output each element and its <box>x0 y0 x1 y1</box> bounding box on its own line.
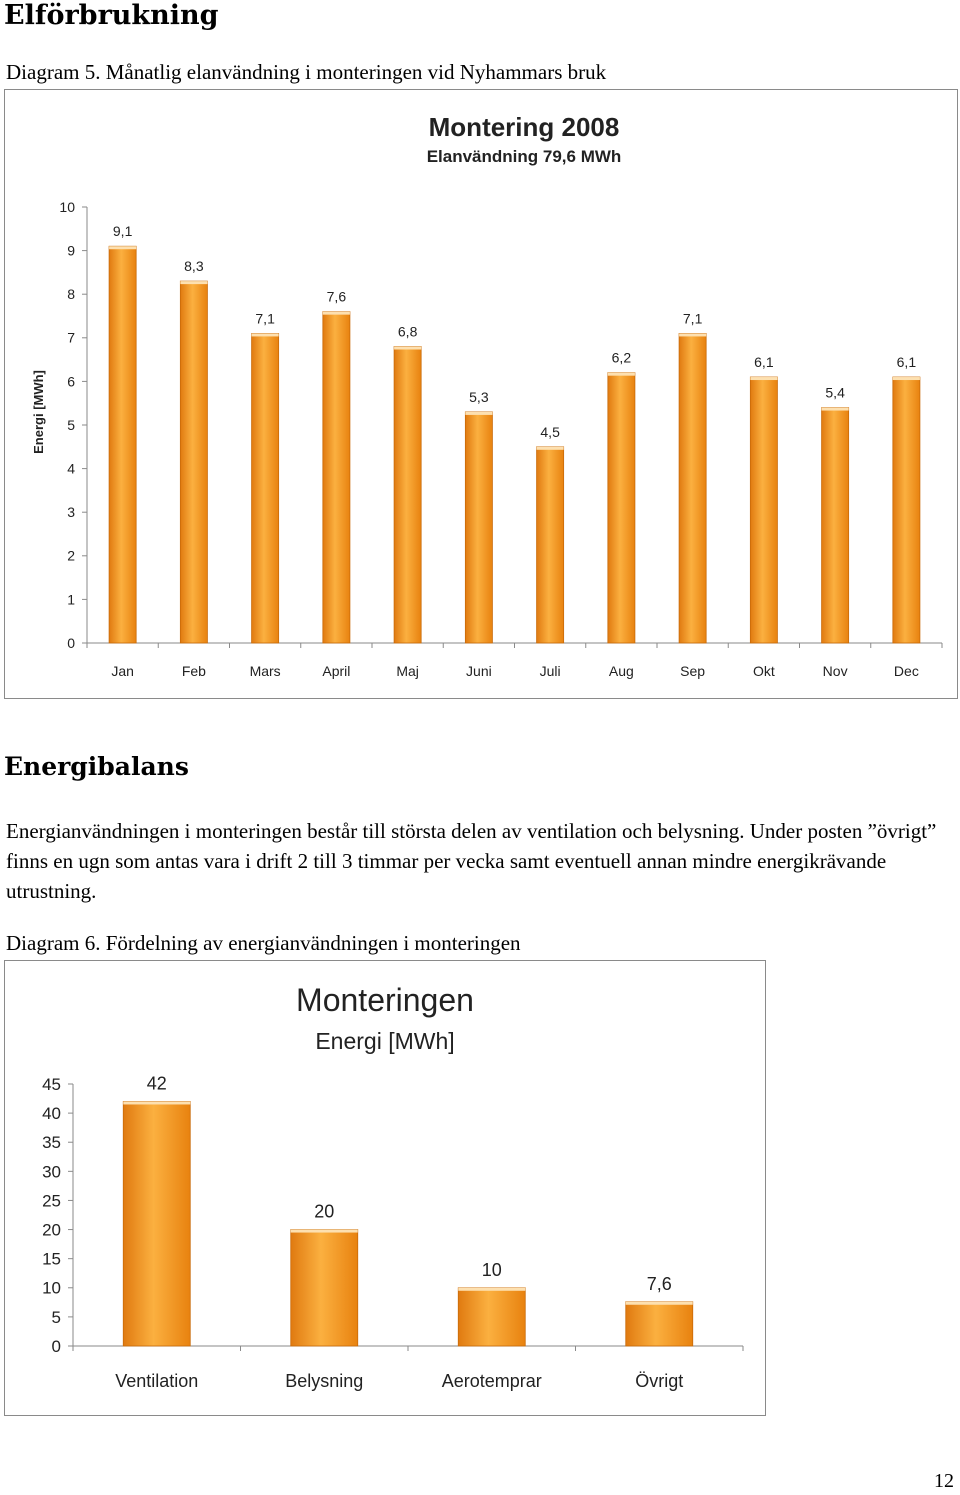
y-tick-label: 2 <box>67 547 75 564</box>
bar <box>323 312 350 643</box>
diagram-5-caption: Diagram 5. Månatlig elanvändning i monteringen vid Nyhammars bruk <box>6 60 607 84</box>
chart-title: Montering 2008 <box>428 112 620 142</box>
data-label: 5,3 <box>469 388 489 405</box>
data-label: 4,5 <box>540 423 560 440</box>
data-label: 42 <box>146 1073 167 1094</box>
y-tick-label: 25 <box>42 1191 61 1211</box>
bar-highlight <box>893 377 920 380</box>
y-tick-label: 0 <box>51 1336 61 1356</box>
bar <box>608 373 635 643</box>
bar <box>893 377 920 643</box>
data-label: 7,1 <box>682 310 703 327</box>
bar-highlight <box>180 281 207 284</box>
y-tick-label: 5 <box>51 1307 61 1327</box>
bar <box>822 408 849 643</box>
category-label: April <box>322 663 351 679</box>
bar <box>626 1302 693 1346</box>
data-label: 7,6 <box>326 288 347 305</box>
section-heading: Energibalans <box>4 752 189 781</box>
data-label: 10 <box>481 1259 502 1280</box>
bar-highlight <box>323 312 350 315</box>
y-tick-label: 15 <box>42 1249 61 1269</box>
data-label: 9,1 <box>112 223 133 240</box>
category-label: Okt <box>752 663 775 679</box>
bar-highlight <box>252 333 279 336</box>
y-tick-label: 3 <box>67 504 75 521</box>
y-tick-label: 9 <box>67 242 75 259</box>
bar-highlight <box>626 1302 693 1305</box>
y-tick-label: 5 <box>67 416 75 433</box>
bar <box>291 1230 358 1346</box>
page-heading: Elförbrukning <box>4 0 219 31</box>
category-label: Juni <box>466 663 492 679</box>
category-label: Mars <box>249 663 281 679</box>
bar <box>750 377 777 643</box>
category-label: Aug <box>608 663 634 679</box>
bar <box>458 1288 525 1346</box>
y-tick-label: 45 <box>42 1074 61 1094</box>
data-label: 20 <box>314 1201 335 1222</box>
bar <box>394 347 421 643</box>
bar <box>465 412 492 643</box>
y-tick-label: 35 <box>42 1133 61 1153</box>
data-label: 7,6 <box>646 1273 672 1294</box>
y-tick-label: 4 <box>67 460 75 477</box>
monthly-chart-frame <box>4 89 958 699</box>
data-label: 6,2 <box>611 349 632 366</box>
y-tick-label: 8 <box>67 286 75 303</box>
category-label: Ventilation <box>115 1371 199 1391</box>
category-label: Nov <box>822 663 848 679</box>
category-label: Feb <box>181 663 206 679</box>
y-tick-label: 1 <box>67 591 75 608</box>
bar-highlight <box>465 412 492 415</box>
data-label: 8,3 <box>184 258 204 275</box>
y-tick-label: 10 <box>42 1278 61 1298</box>
category-label: Jan <box>111 663 134 679</box>
page-number: 12 <box>934 1470 954 1492</box>
category-label: Övrigt <box>635 1371 684 1391</box>
data-label: 5,4 <box>825 384 845 401</box>
bar-highlight <box>394 347 421 350</box>
bar-highlight <box>291 1230 358 1233</box>
data-label: 6,1 <box>896 354 917 371</box>
bar <box>252 333 279 643</box>
bar-highlight <box>608 373 635 376</box>
body-paragraph: Energianvändningen i monteringen består till största delen av ventilation och belysning. Under posten ”övrigt” finns en ugn som antas vara i drift 2 till 3 timmar per vecka samt eventuell annan mindre energikrävande utrustning. <box>6 819 937 903</box>
category-label: Sep <box>680 663 706 679</box>
y-tick-label: 30 <box>42 1162 61 1182</box>
diagram-6-caption: Diagram 6. Fördelning av energianvändningen i monteringen <box>6 931 521 955</box>
monthly-chart <box>5 90 956 697</box>
bar <box>679 333 706 643</box>
y-tick-label: 7 <box>67 329 75 346</box>
category-label: Dec <box>893 663 919 679</box>
bar <box>180 281 207 643</box>
y-tick-label: 10 <box>59 198 75 215</box>
bar <box>123 1101 190 1346</box>
y-tick-label: 0 <box>67 634 75 651</box>
bar-highlight <box>458 1288 525 1291</box>
bar-highlight <box>109 246 136 249</box>
bar <box>109 246 136 643</box>
category-label: Belysning <box>285 1371 364 1391</box>
bar <box>537 447 564 643</box>
y-axis-label: Energi [MWh] <box>31 370 46 454</box>
y-tick-label: 40 <box>42 1104 61 1124</box>
bar-highlight <box>822 408 849 411</box>
bar-highlight <box>679 333 706 336</box>
data-label: 6,1 <box>754 354 774 371</box>
category-label: Juli <box>539 663 561 679</box>
data-label: 7,1 <box>255 310 275 327</box>
bar-highlight <box>750 377 777 380</box>
bar-highlight <box>123 1101 190 1104</box>
chart-title: Monteringen <box>296 982 474 1018</box>
chart-subtitle: Energi [MWh] <box>315 1028 455 1054</box>
y-tick-label: 20 <box>42 1220 61 1240</box>
data-label: 6,8 <box>397 323 418 340</box>
bar-highlight <box>537 447 564 450</box>
distribution-chart <box>5 961 764 1414</box>
chart-subtitle: Elanvändning 79,6 MWh <box>426 147 622 166</box>
distribution-chart-frame <box>4 960 766 1416</box>
category-label: Aerotemprar <box>441 1371 542 1391</box>
y-tick-label: 6 <box>67 373 75 390</box>
category-label: Maj <box>396 663 419 679</box>
